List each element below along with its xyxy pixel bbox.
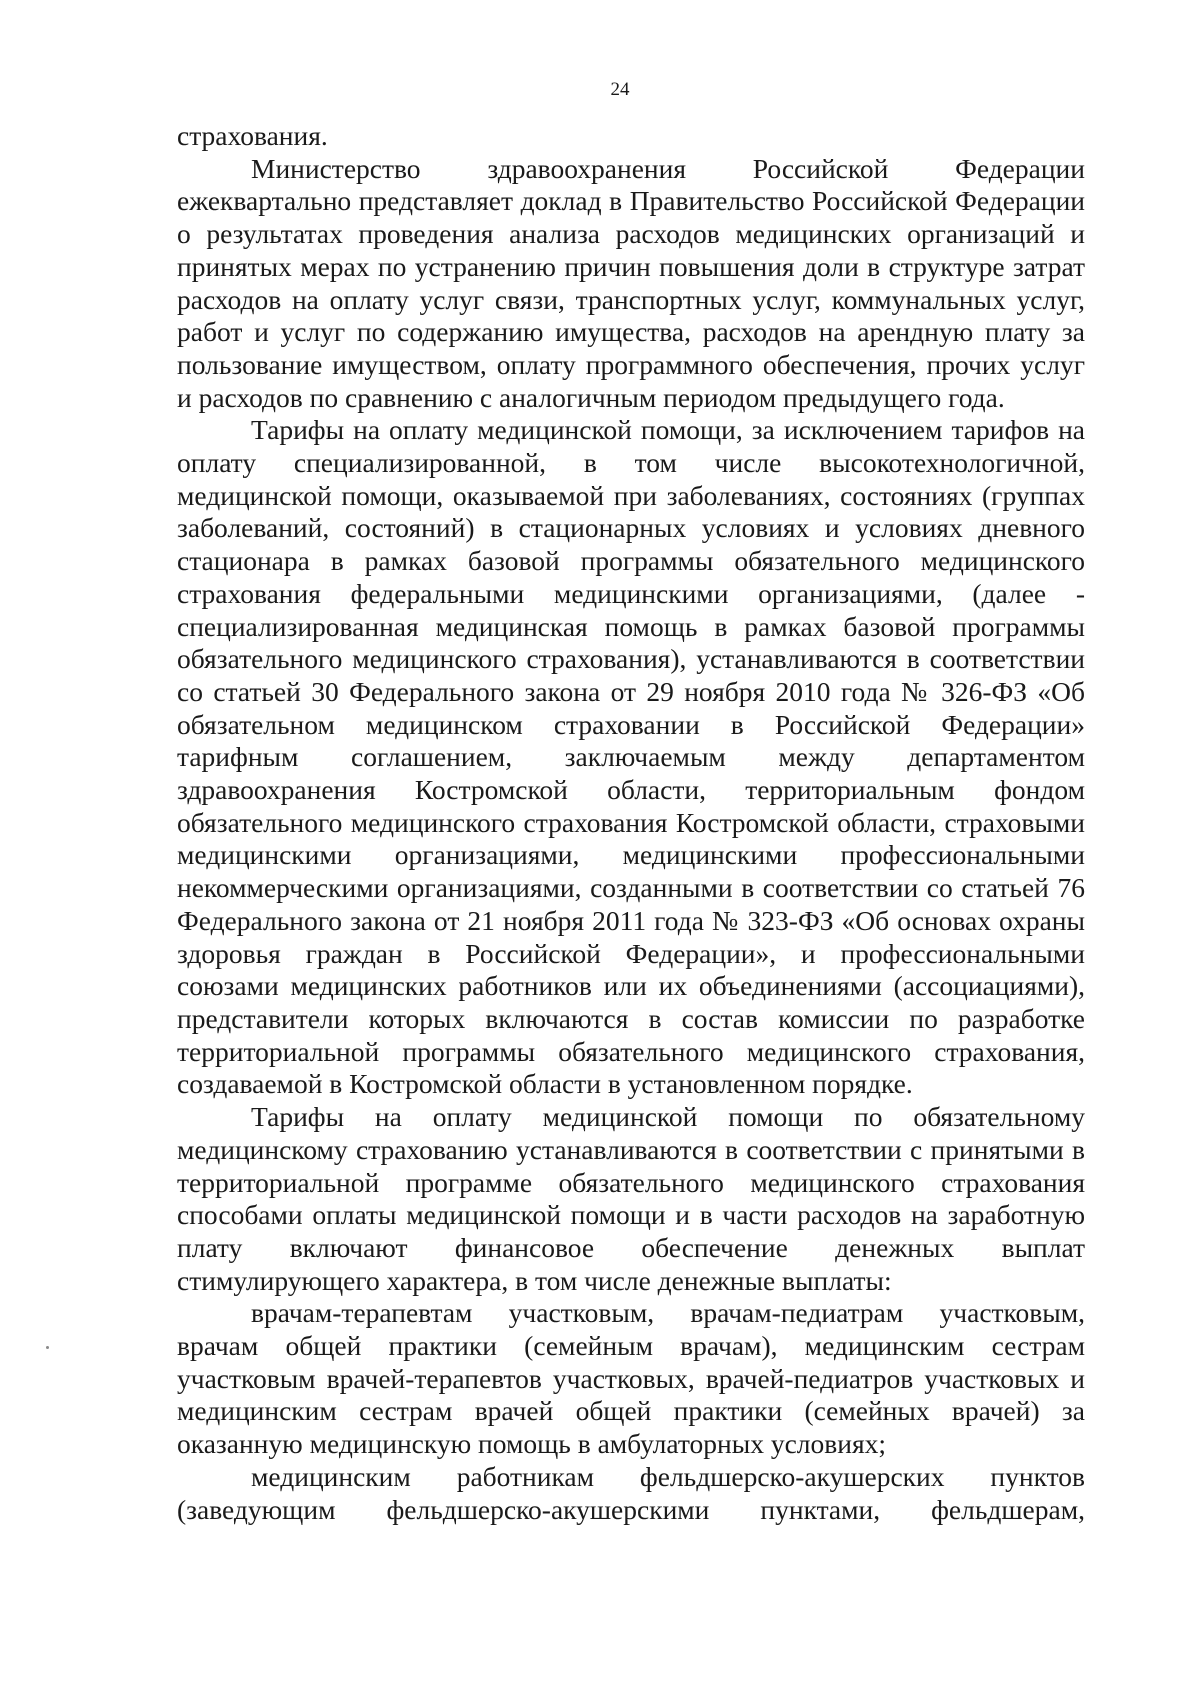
- page-number: 24: [610, 79, 630, 100]
- paragraph-tariffs-agreement: Тарифы на оплату медицинской помощи, за исключением тарифов на оплату специализированной, в том числе высокотехнологичной, медицинской помощи, оказываемой при заболеваниях, состояниях (группах заболеваний, состояний) в стационарных условиях и условиях дневного стационара в рамках базовой программы обязательного медицинского страхования федеральными медицинскими организациями, (далее - специализированная медицинская помощь в рамках базовой программы обязательного медицинского страхования), устанавливаются в соответствии со статьей 30 Федерального закона от 29 ноября 2010 года № 326-ФЗ «Об обязательном медицинском страховании в Российской Федерации» тарифным соглашением, заключаемым между департаментом здравоохранения Костромской области, территориальным фондом обязательного медицинского страхования Костромской области, страховыми медицинскими организациями, медицинскими профессиональными некоммерческими организациями, созданными в соответствии со статьей 76 Федерального закона от 21 ноября 2011 года № 323-ФЗ «Об основах охраны здоровья граждан в Российской Федерации», и профессиональными союзами медицинских работников или их объединениями (ассоциациями), представители которых включаются в состав комиссии по разработке территориальной программы обязательного медицинского страхования, создаваемой в Костромской области в установленном порядке.: [177, 414, 1085, 1100]
- paragraph-ministry-report: Министерство здравоохранения Российской Федерации ежеквартально представляет доклад в Правительство Российской Федерации о результатах проведения анализа расходов медицинских организаций и принятых мерах по устранению причин повышения доли в структуре затрат расходов на оплату услуг связи, транспортных услуг, коммунальных услуг, работ и услуг по содержанию имущества, расходов на арендную плату за пользование имуществом, оплату программного обеспечения, прочих услуг и расходов по сравнению с аналогичным периодом предыдущего года.: [177, 152, 1085, 413]
- paragraph-continuation: страхования.: [177, 120, 328, 151]
- document-body: [177, 120, 1085, 1526]
- margin-dot: [46, 1346, 49, 1349]
- paragraph-medical-workers: медицинским работникам фельдшерско-акушерских пунктов (заведующим фельдшерско-акушерскими пунктами, фельдшерам,: [177, 1460, 1085, 1525]
- paragraph-district-doctors: врачам-терапевтам участковым, врачам-педиатрам участковым, врачам общей практики (семейным врачам), медицинским сестрам участковым врачей-терапевтов участковых, врачей-педиатров участковых и медицинским сестрам врачей общей практики (семейных врачей) за оказанную медицинскую помощь в амбулаторных условиях;: [177, 1297, 1085, 1460]
- paragraph-tariffs-oms: Тарифы на оплату медицинской помощи по обязательному медицинскому страхованию устанавливаются в соответствии с принятыми в территориальной программе обязательного медицинского страхования способами оплаты медицинской помощи и в части расходов на заработную плату включают финансовое обеспечение денежных выплат стимулирующего характера, в том числе денежные выплаты:: [177, 1101, 1085, 1296]
